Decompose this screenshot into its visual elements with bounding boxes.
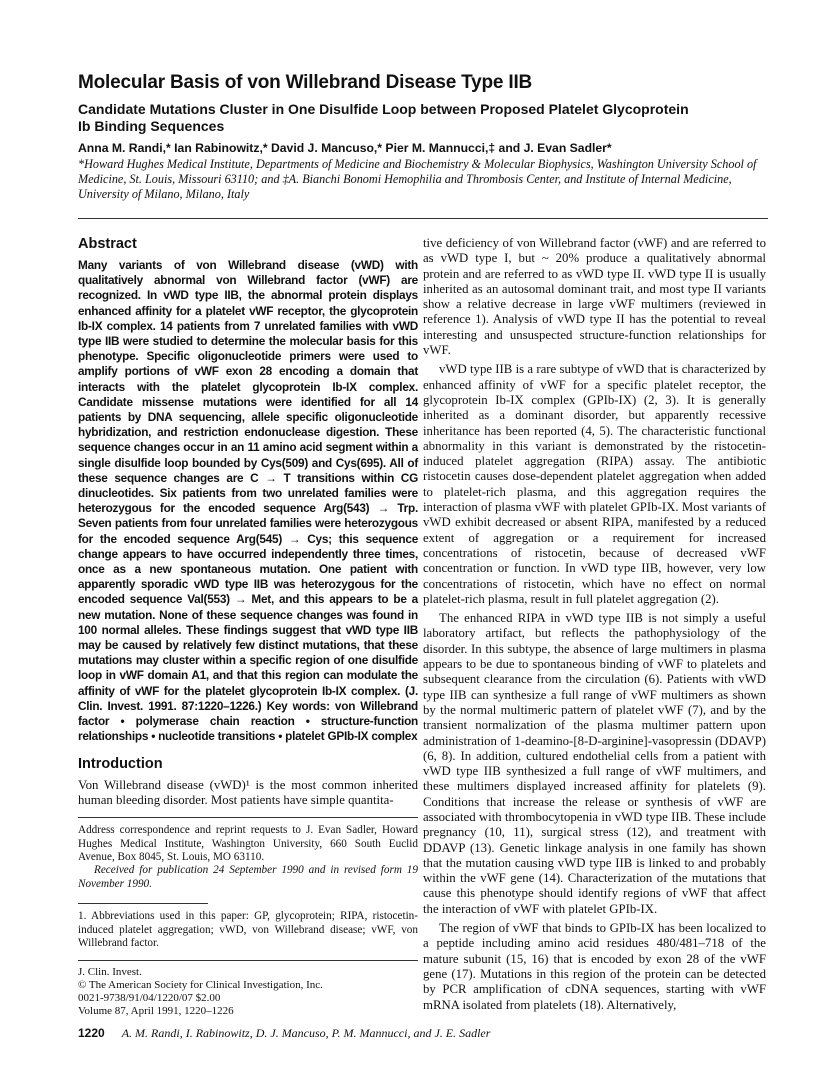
- introduction-heading: Introduction: [78, 755, 163, 772]
- journal-line: © The American Society for Clinical Investigation, Inc.: [78, 979, 323, 992]
- journal-info-divider: [78, 960, 418, 961]
- abbreviations-footnote: 1. Abbreviations used in this paper: GP, glycoprotein; RIPA, ristocetin-induced platelet aggregation; vWD, von Willebrand disease; vWF, von Willebrand factor.: [78, 910, 418, 949]
- correspondence-note: Address correspondence and reprint requests to J. Evan Sadler, Howard Hughes Medical Institute, Washington University, 660 South Euclid Avenue, Box 8045, St. Louis, MO 63110.: [78, 824, 418, 863]
- article-subtitle: Candidate Mutations Cluster in One Disulfide Loop between Proposed Platelet Glycoprotein Ib Binding Sequences: [78, 101, 689, 134]
- journal-line: J. Clin. Invest.: [78, 966, 142, 979]
- body-paragraph: tive deficiency of von Willebrand factor (vWF) and are referred to as vWD type I, but ~ 20% produce a qualitatively abnormal protein and are referred to as vWD type II. vWD type II is usually inherited as an autosomal dominant trait, and most type II variants show a relative decrease in large vWF multimers (reviewed in reference 1). Analysis of vWD type II has the potential to reveal interesting and unsuspected structure-function relationships for vWF.: [423, 236, 766, 358]
- received-note: Received for publication 24 September 1990 and in revised form 19 November 1990.: [78, 864, 418, 890]
- page-number: 1220: [78, 1026, 105, 1040]
- right-column: [423, 236, 766, 1013]
- footnote-divider: [78, 817, 418, 818]
- abstract-text: Many variants of von Willebrand disease (vWD) with qualitatively abnormal von Willebrand factor (vWF) are recognized. In vWD type IIB, the abnormal protein displays enhanced affinity for a platelet vWF receptor, the glycoprotein Ib-IX complex. 14 patients from 7 unrelated families with vWD type IIB were studied to determine the molecular basis for this phenotype. Specific oligonucleotide primers were used to amplify portions of vWF exon 28 encoding a domain that interacts with the platelet glycoprotein Ib-IX complex. Candidate missense mutations were identified for all 14 patients by DNA sequencing, allele specific oligonucleotide hybridization, and restriction endonuclease digestion. These sequence changes occur in an 11 amino acid segment within a single disulfide loop bounded by Cys(509) and Cys(695). All of these sequence changes are C → T transitions within CG dinucleotides. Six patients from two unrelated families were heterozygous for the encoded sequence Arg(543) → Trp. Seven patients from four unrelated families were heterozygous for the encoded sequence Arg(545) → Cys; this sequence change appears to have occurred independently three times, once as a new spontaneous mutation. One patient with apparently sporadic vWD type IIB was heterozygous for the encoded sequence Val(553) → Met, and this appears to be a new mutation. None of these sequence changes was found in 100 normal alleles. These findings suggest that vWD type IIB may be caused by relatively few distinct mutations, that these mutations may cluster within a specific region of one disulfide loop in vWF domain A1, and that this region can modulate the affinity of vWF for the platelet glycoprotein Ib-IX complex. (J. Clin. Invest. 1991. 87:1220–1226.) Key words: von Willebrand factor • polymerase chain reaction • structure-function relationships • nucleotide transitions • platelet GPIb-IX complex: [78, 258, 418, 744]
- affiliations: *Howard Hughes Medical Institute, Departments of Medicine and Biochemistry & Molecular Biophysics, Washington University School of Medicine, St. Louis, Missouri 63110; and ‡A. Bianchi Bonomi Hemophilia and Thrombosis Center, and Institute of Internal Medicine, University of Milano, Milano, Italy: [78, 157, 757, 201]
- header-divider: [78, 218, 768, 219]
- body-paragraph: vWD type IIB is a rare subtype of vWD that is characterized by enhanced affinity of vWF for a specific platelet receptor, the glycoprotein Ib-IX complex (GPIb-IX) (2, 3). It is generally inherited as a dominant disorder, but apparently recessive inheritance has been reported (4, 5). The characteristic functional abnormality in this variant is demonstrated by the ristocetin-induced platelet aggregation (RIPA) assay. The antibiotic ristocetin causes dose-dependent platelet aggregation when added to platelet-rich plasma, and this aggregation requires the interaction of plasma vWF with platelet GPIb-IX. Most variants of vWD exhibit decreased or absent RIPA, manifested by a reduced extent of aggregation or a requirement for increased concentrations of ristocetin, because of decreased vWF concentration or function. In vWD type IIB, however, very low concentrations of ristocetin, which have no effect on normal platelet-rich plasma, result in full platelet aggregation (2).: [423, 362, 766, 606]
- journal-line: 0021-9738/91/04/1220/07 $2.00: [78, 992, 221, 1005]
- left-column: [78, 236, 418, 1018]
- journal-line: Volume 87, April 1991, 1220–1226: [78, 1005, 234, 1018]
- article-title: Molecular Basis of von Willebrand Disease Type IIB: [78, 72, 533, 93]
- introduction-text: Von Willebrand disease (vWD)¹ is the most common inherited human bleeding disorder. Most patients have simple quantita-: [78, 777, 418, 807]
- page-footer: [78, 1026, 490, 1041]
- body-paragraph: The enhanced RIPA in vWD type IIB is not simply a useful laboratory artifact, but reflects the pathophysiology of the disorder. In this subtype, the absence of large multimers in plasma appears to be due to spontaneous binding of vWF to platelets and subsequent clearance from the circulation (6). Patients with vWD type IIB can synthesize a full range of vWF multimers as shown by the normal multimeric pattern of platelet vWF (7), and by the transient normalization of the plasma multimer pattern upon administration of 1-deamino-[8-D-arginine]-vasopressin (DDAVP) (6, 8). In addition, cultured endothelial cells from a patient with vWD type IIB synthesized a full range of vWF multimers, and these multimers displayed increased affinity for platelets (9). Conditions that increase the release or synthesis of vWF are associated with thrombocytopenia in vWD type IIB. These include pregnancy (10, 11), surgical stress (12), and treatment with DDAVP (13). Genetic linkage analysis in one family has shown that the mutation causing vWD type IIB is linked to and probably within the vWF gene (14). Characterization of the mutations that cause this phenotype should identify regions of vWF that affect the interaction of vWF with platelet GPIb-IX.: [423, 611, 766, 916]
- abbrev-divider: [78, 903, 208, 904]
- running-authors: A. M. Randi, I. Rabinowitz, D. J. Mancuso, P. M. Mannucci, and J. E. Sadler: [121, 1026, 491, 1040]
- body-paragraph: The region of vWF that binds to GPIb-IX has been localized to a peptide including amino acid residues 480/481–718 of the mature subunit (15, 16) that is encoded by exon 28 of the vWF gene (17). Mutations in this region of the protein can be detected by PCR amplification of cDNA sequences, starting with vWF mRNA isolated from platelets (18). Alternatively,: [423, 921, 766, 1012]
- abstract-heading: Abstract: [78, 236, 137, 252]
- author-list: Anna M. Randi,* Ian Rabinowitz,* David J. Mancuso,* Pier M. Mannucci,‡ and J. Evan Sadler*: [78, 141, 612, 155]
